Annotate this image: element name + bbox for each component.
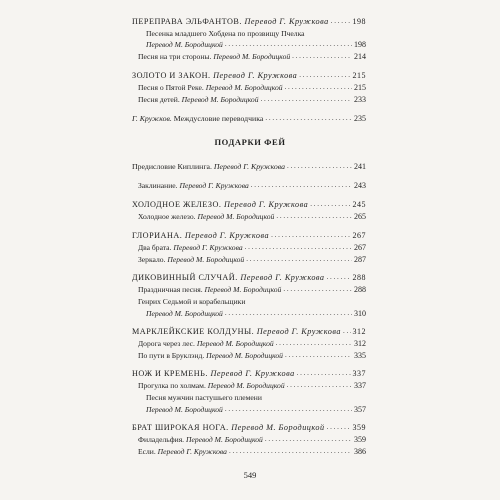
page-number: 198 xyxy=(354,40,366,49)
entry-translator: Перевод М. Бородицкой xyxy=(146,40,223,49)
entry-translator: Перевод Г. Кружкова xyxy=(224,200,309,209)
leader-dots xyxy=(225,38,352,50)
toc-entry xyxy=(138,242,366,253)
leader-dots xyxy=(327,271,351,283)
entry-title: Междусловие переводчика xyxy=(173,114,264,123)
leader-dots xyxy=(265,112,352,124)
entry-title: ГЛОРИАНА. xyxy=(132,231,183,240)
leader-dots xyxy=(225,307,352,319)
toc-entry xyxy=(132,113,366,124)
page-number: 337 xyxy=(354,381,366,390)
toc-entry xyxy=(138,434,366,445)
leader-dots xyxy=(271,229,350,241)
entry-translator: Перевод М. Бородицкой xyxy=(204,285,282,294)
entry-title: Если. xyxy=(138,447,156,456)
toc-entry xyxy=(132,326,366,337)
entry-translator: Перевод Г. Кружкова xyxy=(244,17,329,26)
toc-entry xyxy=(132,16,366,27)
entry-title: НОЖ И КРЕМЕНЬ. xyxy=(132,369,208,378)
page-number: 312 xyxy=(354,339,366,348)
entry-translator: Перевод Г. Кружкова xyxy=(213,162,286,171)
page-number: 359 xyxy=(354,435,366,444)
entry-translator: Перевод М. Бородицкой xyxy=(186,435,263,444)
entry-translator: Перевод М. Бородицкой xyxy=(167,255,245,264)
toc-entry xyxy=(132,368,366,379)
leader-dots xyxy=(292,50,352,62)
entry-translator: Перевод М. Бородицкой xyxy=(205,83,283,92)
leader-dots xyxy=(285,349,352,361)
entry-translator: Перевод Г. Кружкова xyxy=(210,369,295,378)
page-number: 359 xyxy=(352,423,366,432)
entry-translator: Перевод М. Бородицкой xyxy=(146,309,223,318)
entry-translator: Перевод М. Бородицкой xyxy=(231,423,325,432)
entry-title: ЗОЛОТО И ЗАКОН. xyxy=(132,71,211,80)
toc-entry xyxy=(138,350,366,361)
page-number: 288 xyxy=(354,285,366,294)
toc-entry xyxy=(146,404,366,415)
toc-entry xyxy=(138,284,366,295)
leader-dots xyxy=(287,160,352,172)
page-number: 335 xyxy=(354,351,366,360)
entry-translator: Перевод Г. Кружкова xyxy=(173,243,243,252)
page-number: 386 xyxy=(354,447,366,456)
entry-translator: Перевод М. Бородицкой xyxy=(181,95,259,104)
entry-title: Песня детей. xyxy=(138,95,180,104)
page-number: 243 xyxy=(354,181,366,190)
entry-title: МАРКЛЕЙКСКИЕ КОЛДУНЫ. xyxy=(132,327,255,336)
page-number: 312 xyxy=(352,327,366,336)
toc-entry xyxy=(132,230,366,241)
entry-translator: Перевод М. Бородицкой xyxy=(196,339,274,348)
toc-entry xyxy=(138,338,366,349)
entry-title: Праздничная песня. xyxy=(138,285,203,294)
leader-dots xyxy=(287,379,352,391)
entry-translator: Перевод Г. Кружкова xyxy=(240,273,325,282)
entry-title: Песня о Пятой Реке. xyxy=(138,83,204,92)
toc-entry xyxy=(138,82,366,93)
toc-entry xyxy=(138,254,366,265)
toc-entry xyxy=(132,199,366,210)
entry-title: Холодное железо. xyxy=(138,212,196,221)
page-number: 215 xyxy=(352,71,366,80)
entry-translator: Перевод М. Бородицкой xyxy=(206,351,283,360)
page-folio: 549 xyxy=(243,470,257,480)
entry-translator: Перевод Г. Кружкова xyxy=(184,231,270,240)
leader-dots xyxy=(245,241,352,253)
entry-translator: Перевод Г. Кружкова xyxy=(179,181,249,190)
page-number: 241 xyxy=(354,162,366,171)
toc-entry xyxy=(132,70,366,81)
entry-translator: Перевод Г. Кружкова xyxy=(213,71,298,80)
entry-title: ХОЛОДНОЕ ЖЕЛЕЗО. xyxy=(132,200,222,209)
leader-dots xyxy=(285,81,352,93)
toc-entry xyxy=(138,211,366,222)
page-number: 245 xyxy=(352,200,366,209)
toc-entry xyxy=(138,446,366,457)
leader-dots xyxy=(261,93,352,105)
page-number: 337 xyxy=(352,369,366,378)
leader-dots xyxy=(251,179,352,191)
entry-title: Песня на три стороны. xyxy=(138,52,212,61)
page-number: 265 xyxy=(354,212,366,221)
toc-entry xyxy=(138,180,366,191)
toc-entry xyxy=(138,51,366,62)
toc-entry xyxy=(146,308,366,319)
entry-title: Зеркало. xyxy=(138,255,166,264)
entry-title: Дорога через лес. xyxy=(138,339,195,348)
page-number: 214 xyxy=(354,52,366,61)
entry-title: По пути в Бруклэнд. xyxy=(138,351,205,360)
leader-dots xyxy=(343,325,351,337)
toc-entry-line: Песня мужчин пастушьего племени xyxy=(146,393,262,402)
entry-translator: Перевод М. Бородицкой xyxy=(213,52,291,61)
toc-entry-line: Генрих Седьмой и корабельщики xyxy=(138,297,246,306)
toc-entry xyxy=(138,94,366,105)
leader-dots xyxy=(276,337,352,349)
entry-translator: Перевод Г. Кружкова xyxy=(256,327,341,336)
toc-entry-line: Песенка младшего Хобдена по прозвищу Пчелка xyxy=(146,29,305,38)
page-number: 267 xyxy=(354,243,366,252)
page-number: 310 xyxy=(354,309,366,318)
leader-dots xyxy=(225,403,352,415)
entry-title: ДИКОВИННЫЙ СЛУЧАЙ. xyxy=(132,273,238,282)
entry-translator: Перевод М. Бородицкой xyxy=(146,405,223,414)
leader-dots xyxy=(331,15,351,27)
toc-entry xyxy=(138,380,366,391)
entry-title: Прогулка по холмам. xyxy=(138,381,206,390)
page-number: 267 xyxy=(352,231,366,240)
leader-dots xyxy=(327,421,351,433)
toc-entry xyxy=(132,272,366,283)
toc-entry xyxy=(146,39,366,50)
leader-dots xyxy=(229,445,352,457)
leader-dots xyxy=(246,253,352,265)
entry-title: ПЕРЕПРАВА ЭЛЬФАНТОВ. xyxy=(132,17,242,26)
toc-entry xyxy=(132,161,366,172)
entry-translator: Перевод М. Бородицкой xyxy=(197,212,275,221)
leader-dots xyxy=(310,198,350,210)
page-number: 215 xyxy=(354,83,366,92)
leader-dots xyxy=(265,433,352,445)
entry-title: Два брата. xyxy=(138,243,172,252)
leader-dots xyxy=(283,283,352,295)
page-number: 357 xyxy=(354,405,366,414)
section-heading: ПОДАРКИ ФЕЙ xyxy=(214,137,286,147)
leader-dots xyxy=(297,367,351,379)
toc-entry xyxy=(132,422,366,433)
page-number: 233 xyxy=(354,95,366,104)
page-number: 288 xyxy=(352,273,366,282)
entry-title: Заклинание. xyxy=(138,181,178,190)
entry-title: Предисловие Киплинга. xyxy=(132,162,212,171)
page-number: 287 xyxy=(354,255,366,264)
entry-translator: Перевод Г. Кружкова xyxy=(157,447,227,456)
entry-author: Г. Кружков. xyxy=(132,114,172,123)
entry-title: Филадельфия. xyxy=(138,435,185,444)
entry-title: БРАТ ШИРОКАЯ НОГА. xyxy=(132,423,229,432)
page-number: 198 xyxy=(352,17,366,26)
leader-dots xyxy=(276,210,352,222)
entry-translator: Перевод М. Бородицкой xyxy=(207,381,285,390)
leader-dots xyxy=(299,69,350,81)
page-number: 235 xyxy=(354,114,366,123)
